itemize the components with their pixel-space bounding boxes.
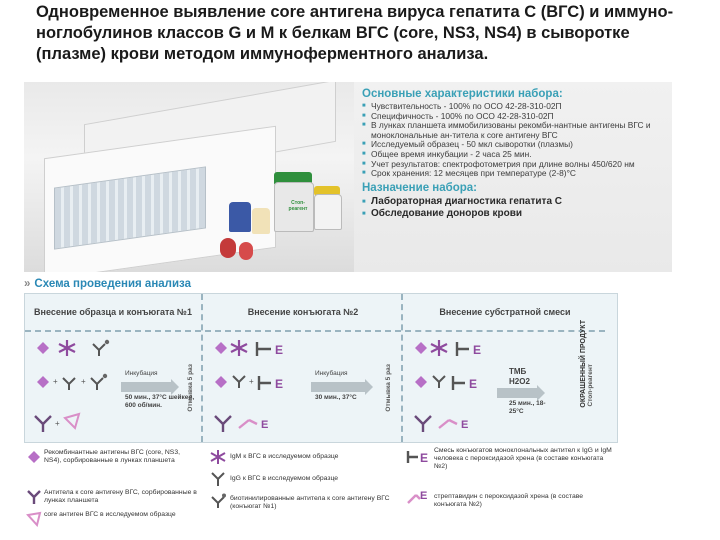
incubation-arrow [497, 388, 537, 398]
step3-molecules-icon [409, 336, 499, 436]
scheme-title [24, 278, 191, 290]
legend-item: IgG к ВГС в исследуемом образце [230, 475, 339, 482]
kit-specs-panel [354, 82, 672, 272]
substrate-tmb: ТМБ [509, 367, 527, 376]
diamond-antigen-icon [26, 449, 42, 465]
title-line-3: (плазме) крови методом иммуноферментного анализа. [36, 45, 489, 63]
vial-blue [229, 202, 251, 232]
spec-item: ■ Срок хранения: 12 месяцев при температуре (2-8)°С [362, 169, 672, 179]
vial-red [220, 238, 236, 258]
y-antibody-icon [26, 489, 42, 505]
svg-text:E: E [420, 490, 428, 502]
step1-molecules-icon [29, 336, 125, 436]
svg-text:E: E [473, 343, 482, 357]
substrate-peroxide: H2O2 [509, 377, 530, 386]
scheme-col-1: Внесение образца и конъюгата №1 [25, 294, 201, 332]
svg-text:E: E [420, 451, 429, 465]
wash-label: Отмывка 5 раз [385, 364, 392, 412]
legend-item: Смесь конъюгатов моноклональных антител к IgG и IgM человека с пероксидазой хрена (в составе конъюгата №2) [434, 447, 612, 470]
incubation-arrow [311, 382, 365, 392]
legend-item: Антитела к core антигену ВГС, сорбированные в лунках планшета [44, 489, 197, 504]
legend [24, 445, 616, 540]
svg-text:+: + [55, 419, 60, 428]
incubation-3-params: 25 мин., 18-25°С [509, 400, 546, 415]
specs-list [354, 102, 672, 179]
spec-item: ■ Учет результатов: спектрофотометрия при длине волны 450/620 нм [362, 160, 672, 170]
incubation-1-params: 50 мин., 37°С шейкер, 600 об/мин. [125, 394, 195, 409]
svg-text:E: E [261, 419, 269, 431]
snowflake-igm-icon [210, 449, 226, 465]
purpose-item: ■ Лабораторная диагностика гепатита С [362, 196, 672, 208]
kit-photo [24, 82, 354, 272]
vial-beige [252, 208, 270, 234]
stop-reagent-label: Стоп-реагент [587, 364, 594, 407]
purpose-list [354, 196, 672, 220]
incubation-label: Инкубация [125, 370, 158, 377]
biotin-antibody-icon [210, 493, 226, 509]
scheme-col-3: Внесение субстратной смеси [405, 294, 605, 332]
legend-item: стрептавидин с пероксидазой хрена (в составе конъюгата №2) [434, 493, 584, 508]
svg-text:E: E [469, 377, 478, 391]
incubation-2-params: 30 мин., 37°С [315, 394, 357, 401]
divider [201, 294, 203, 442]
svg-text:E: E [461, 419, 469, 431]
triangle-core-antigen-icon [26, 511, 42, 527]
colored-product-label: ОКРАШЕННЫЙ ПРОДУКТ [580, 320, 587, 408]
spec-item: ■ Специфичность - 100% по ОСО 42-28-310-02П [362, 112, 672, 122]
svg-text:+: + [249, 377, 254, 386]
chevron-right-icon: » [24, 278, 31, 290]
scheme-title-text: Схема проведения анализа [34, 278, 192, 290]
specs-heading: Основные характеристики набора: [362, 88, 563, 100]
legend-item: core антиген ВГС в исследуемом образце [44, 511, 176, 518]
legend-item: биотинилированные антитела к core антигену ВГС (конъюгат №1) [230, 495, 390, 510]
svg-text:E: E [275, 377, 284, 391]
title-line-2: ноглобулинов классов G и M к белкам ВГС (core, NS3, NS4) в сыворотке [36, 24, 630, 42]
page-title [36, 2, 676, 65]
step2-molecules-icon [209, 336, 305, 436]
y-igg-icon [210, 471, 226, 487]
svg-text:E: E [275, 343, 284, 357]
purpose-item: ■ Обследование доноров крови [362, 208, 672, 220]
incubation-arrow [121, 382, 171, 392]
title-line-1: Одновременное выявление core антигена вируса гепатита С (ВГС) и иммуно- [36, 3, 674, 21]
wash-label: Отмывка 5 раз [187, 364, 194, 412]
incubation-label: Инкубация [315, 370, 348, 377]
divider [401, 294, 403, 442]
legend-item: IgM к ВГС в исследуемом образце [230, 453, 339, 460]
svg-text:+: + [53, 377, 58, 386]
scheme-col-2: Внесение конъюгата №2 [205, 294, 401, 332]
e-conjugate-icon [406, 449, 430, 465]
legend-item: Рекомбинантные антигены ВГС (core, NS3, NS4), сорбированные в лунках планшета [44, 449, 180, 464]
spec-item: ■ Общее время инкубации - 2 часа 25 мин. [362, 150, 672, 160]
spec-item: ■ Исследуемый образец - 50 мкл сыворотки (плазмы) [362, 140, 672, 150]
svg-text:+: + [81, 377, 86, 386]
spec-item: ■ В лунках планшета иммобилизованы рекомби-нантные антигены ВГС и моноклональные ан-титела к core антигену ВГС [362, 121, 672, 140]
bottle-small [314, 194, 342, 230]
assay-scheme [24, 293, 618, 443]
vial-red-2 [239, 242, 253, 260]
streptavidin-peroxidase-icon [406, 489, 430, 507]
bottle-label: Стоп-реагент [288, 200, 308, 212]
purpose-heading: Назначение набора: [362, 181, 478, 194]
spec-item: ■ Чувствительность - 100% по ОСО 42-28-310-02П [362, 102, 672, 112]
